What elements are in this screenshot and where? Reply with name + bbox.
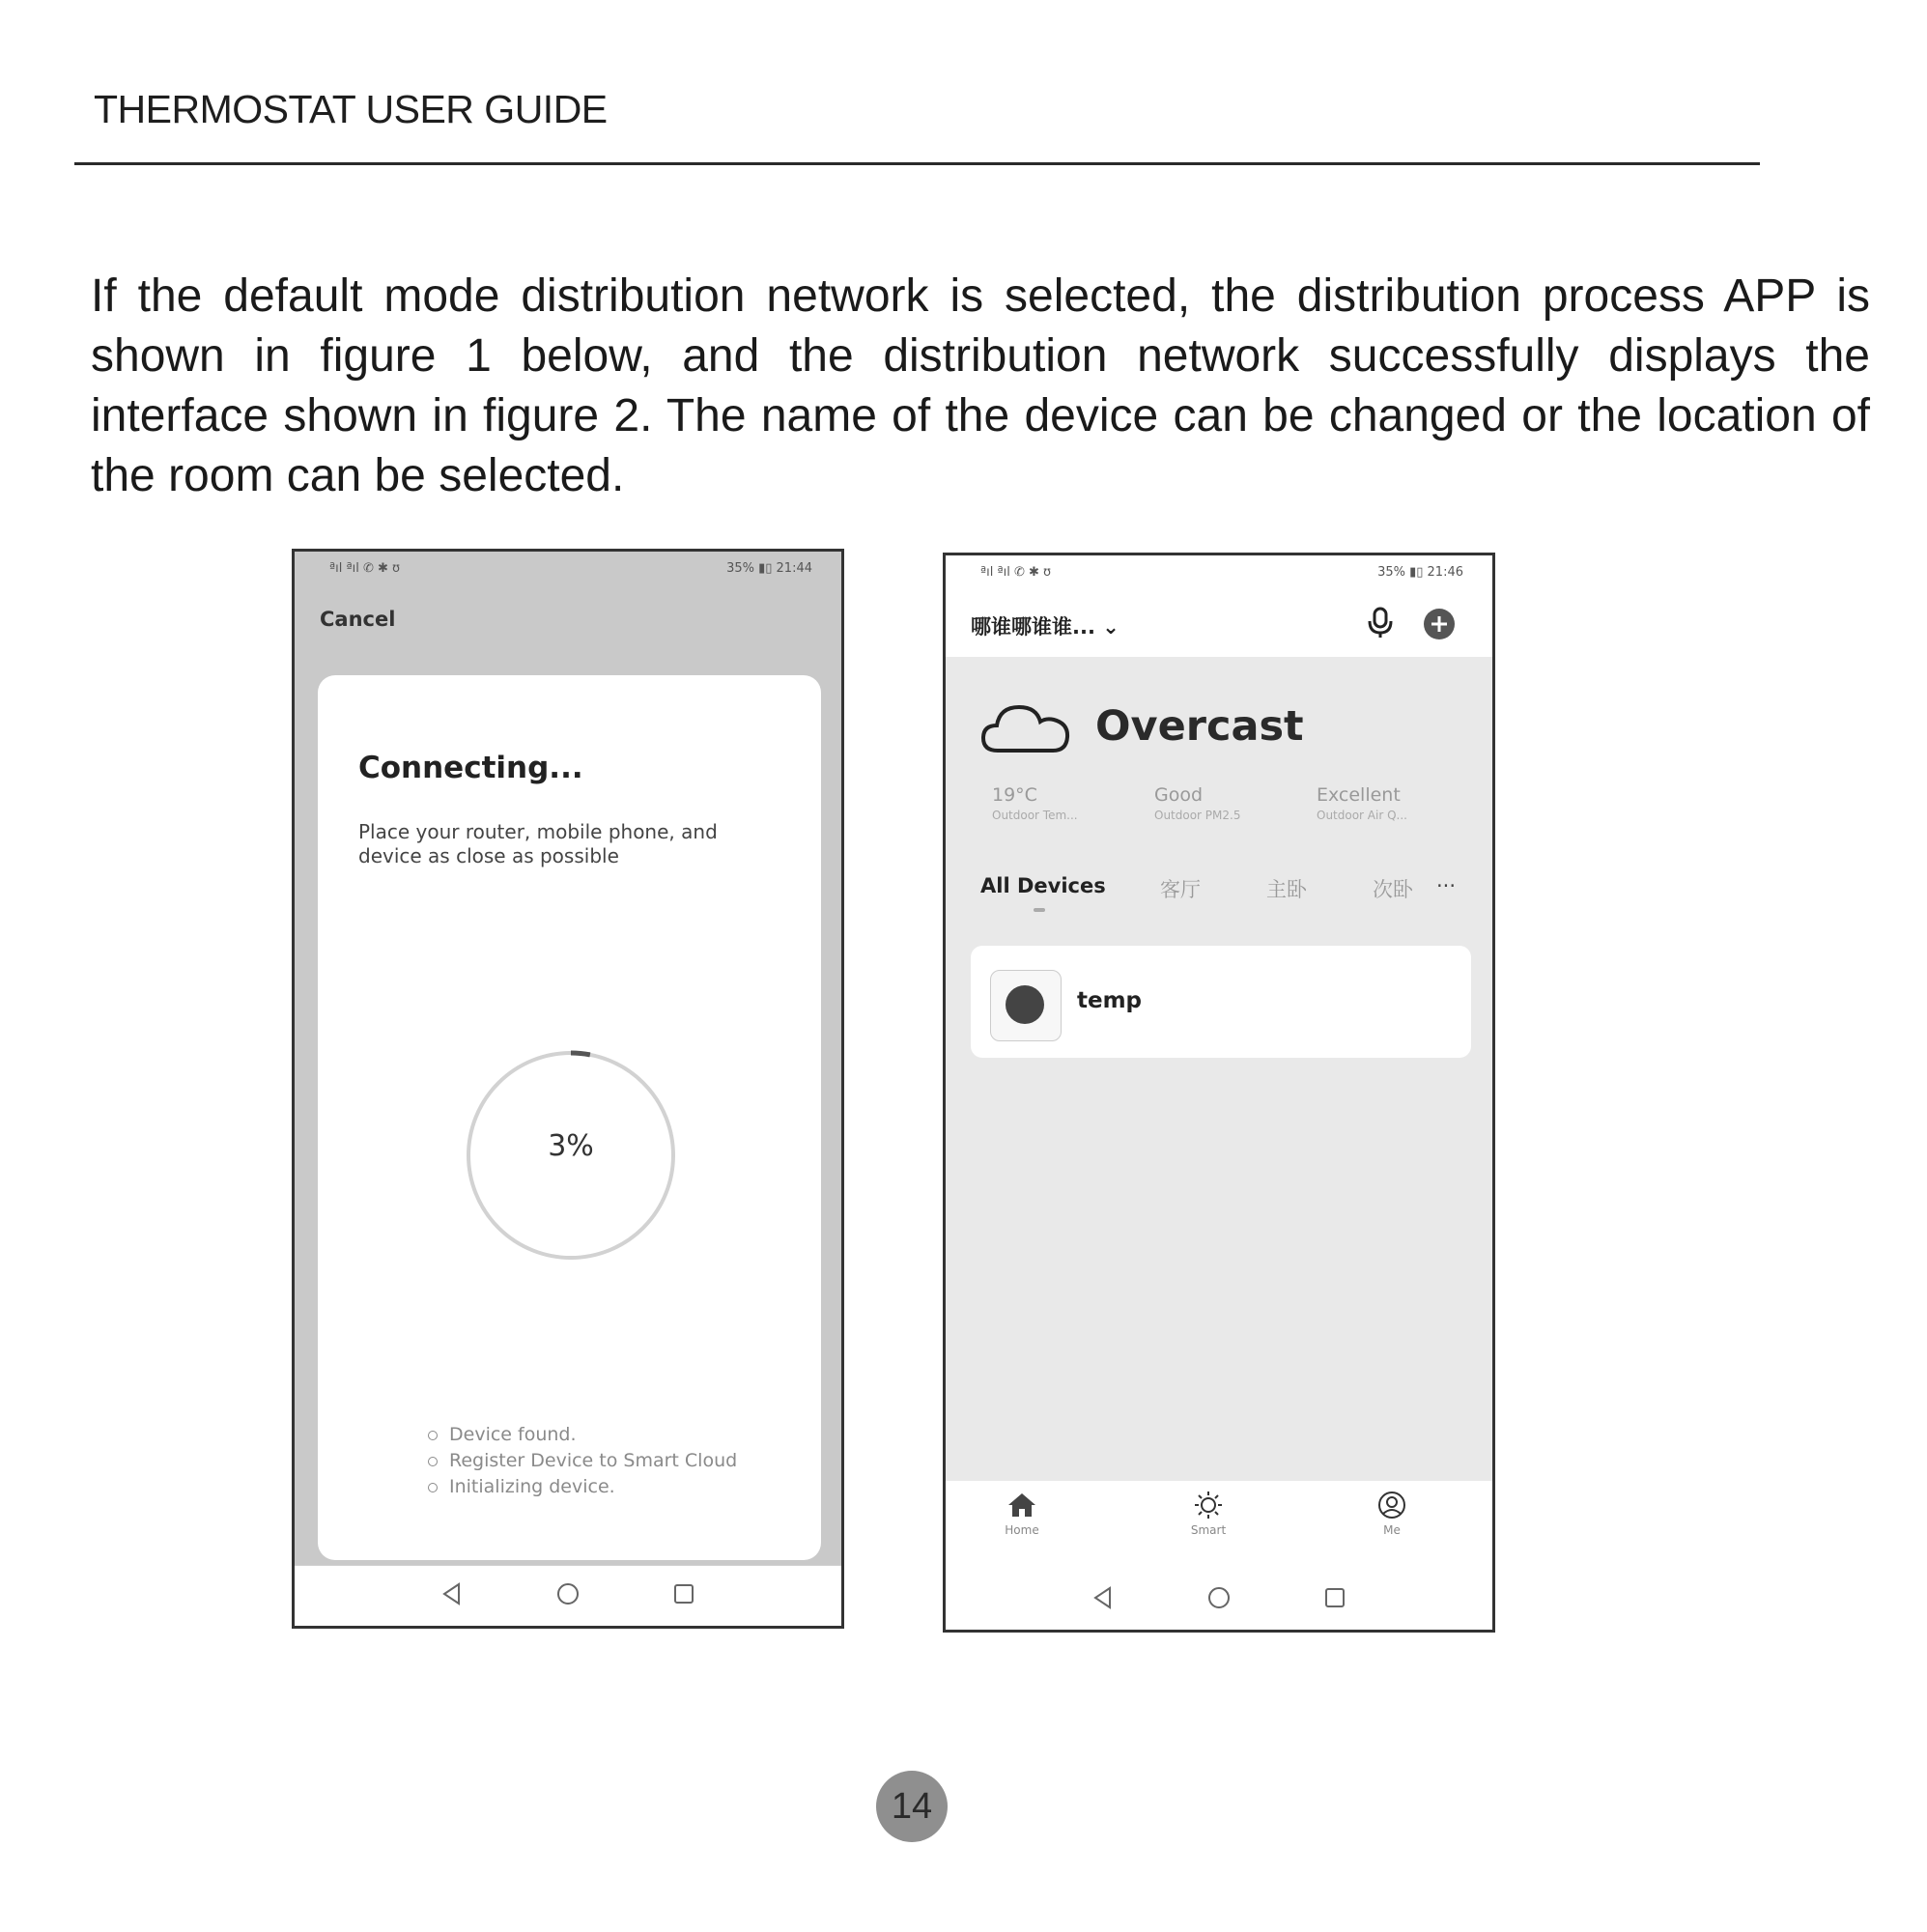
nav-me[interactable]: Me	[1344, 1491, 1440, 1537]
battery-time: 35% ▮▯ 21:46	[1377, 565, 1463, 580]
cancel-button[interactable]: Cancel	[320, 608, 396, 631]
home-circle-icon[interactable]	[1204, 1583, 1233, 1612]
room-tabs	[980, 874, 1473, 913]
active-tab-indicator	[1034, 908, 1045, 912]
step-bullet-icon	[428, 1431, 438, 1440]
app-tab-bar	[946, 1481, 1492, 1570]
placement-hint: Place your router, mobile phone, and device as close as possible	[358, 820, 718, 867]
connecting-card	[318, 675, 821, 1560]
tab-second-bedroom[interactable]: 次卧	[1373, 878, 1413, 901]
profile-icon	[1375, 1491, 1408, 1520]
progress-percent: 3%	[548, 1129, 594, 1163]
step-item: Device found.	[426, 1422, 737, 1448]
weather-stat: Excellent Outdoor Air Q...	[1317, 784, 1407, 822]
chevron-down-icon: ⌄	[1102, 615, 1119, 639]
device-name: temp	[1077, 988, 1143, 1013]
home-icon	[1006, 1491, 1038, 1520]
header-rule	[74, 162, 1760, 165]
tab-living-room[interactable]: 客厅	[1160, 878, 1201, 901]
weather-stat: Good Outdoor PM2.5	[1154, 784, 1241, 822]
sun-icon	[1192, 1491, 1225, 1520]
battery-time: 35% ▮▯ 21:44	[726, 561, 812, 576]
nav-home[interactable]: Home	[974, 1491, 1070, 1537]
back-icon[interactable]	[438, 1579, 467, 1608]
figure-1-phone-screen	[292, 549, 844, 1629]
home-selector[interactable]: 哪谁哪谁谁... ⌄	[971, 615, 1119, 639]
intro-paragraph: If the default mode distribution network is selected, the distribution process APP is shown in figure 1 below, and the distribution network successfully displays the interface shown in figure 2. The name of the device can be changed or the location of the room can be selected.	[91, 270, 1870, 501]
page-number: 14	[876, 1771, 948, 1842]
back-icon[interactable]	[1089, 1583, 1118, 1612]
signal-indicators: ªıl ªıl ✆ ✱ ʊ	[980, 565, 1052, 580]
device-card[interactable]	[971, 946, 1471, 1058]
nav-smart[interactable]: Smart	[1160, 1491, 1257, 1537]
more-tabs-button[interactable]: ···	[1436, 874, 1457, 897]
weather-stat: 19°C Outdoor Tem...	[992, 784, 1078, 822]
status-bar	[295, 552, 841, 584]
signal-indicators: ªıl ªıl ✆ ✱ ʊ	[329, 561, 401, 576]
tab-all-devices[interactable]: All Devices	[980, 874, 1106, 897]
system-nav-bar	[946, 1570, 1492, 1630]
step-item: Initializing device.	[426, 1474, 737, 1500]
status-bar	[946, 555, 1492, 588]
tab-master-bedroom[interactable]: 主卧	[1266, 878, 1307, 901]
connecting-title: Connecting...	[358, 751, 583, 785]
recents-square-icon[interactable]	[669, 1579, 698, 1608]
home-circle-icon[interactable]	[553, 1579, 582, 1608]
cloud-icon	[980, 700, 1071, 754]
microphone-icon[interactable]	[1366, 606, 1395, 639]
step-item: Register Device to Smart Cloud	[426, 1448, 737, 1474]
thermostat-device-icon	[990, 970, 1062, 1041]
connection-steps	[426, 1422, 737, 1500]
header-title: THERMOSTAT USER GUIDE	[94, 87, 608, 131]
weather-condition: Overcast	[1095, 702, 1304, 751]
recents-square-icon[interactable]	[1320, 1583, 1349, 1612]
step-bullet-icon	[428, 1483, 438, 1492]
system-nav-bar	[295, 1565, 841, 1626]
add-device-icon[interactable]	[1423, 608, 1456, 640]
home-header	[946, 555, 1492, 657]
step-bullet-icon	[428, 1457, 438, 1466]
figure-2-phone-screen	[943, 553, 1495, 1633]
